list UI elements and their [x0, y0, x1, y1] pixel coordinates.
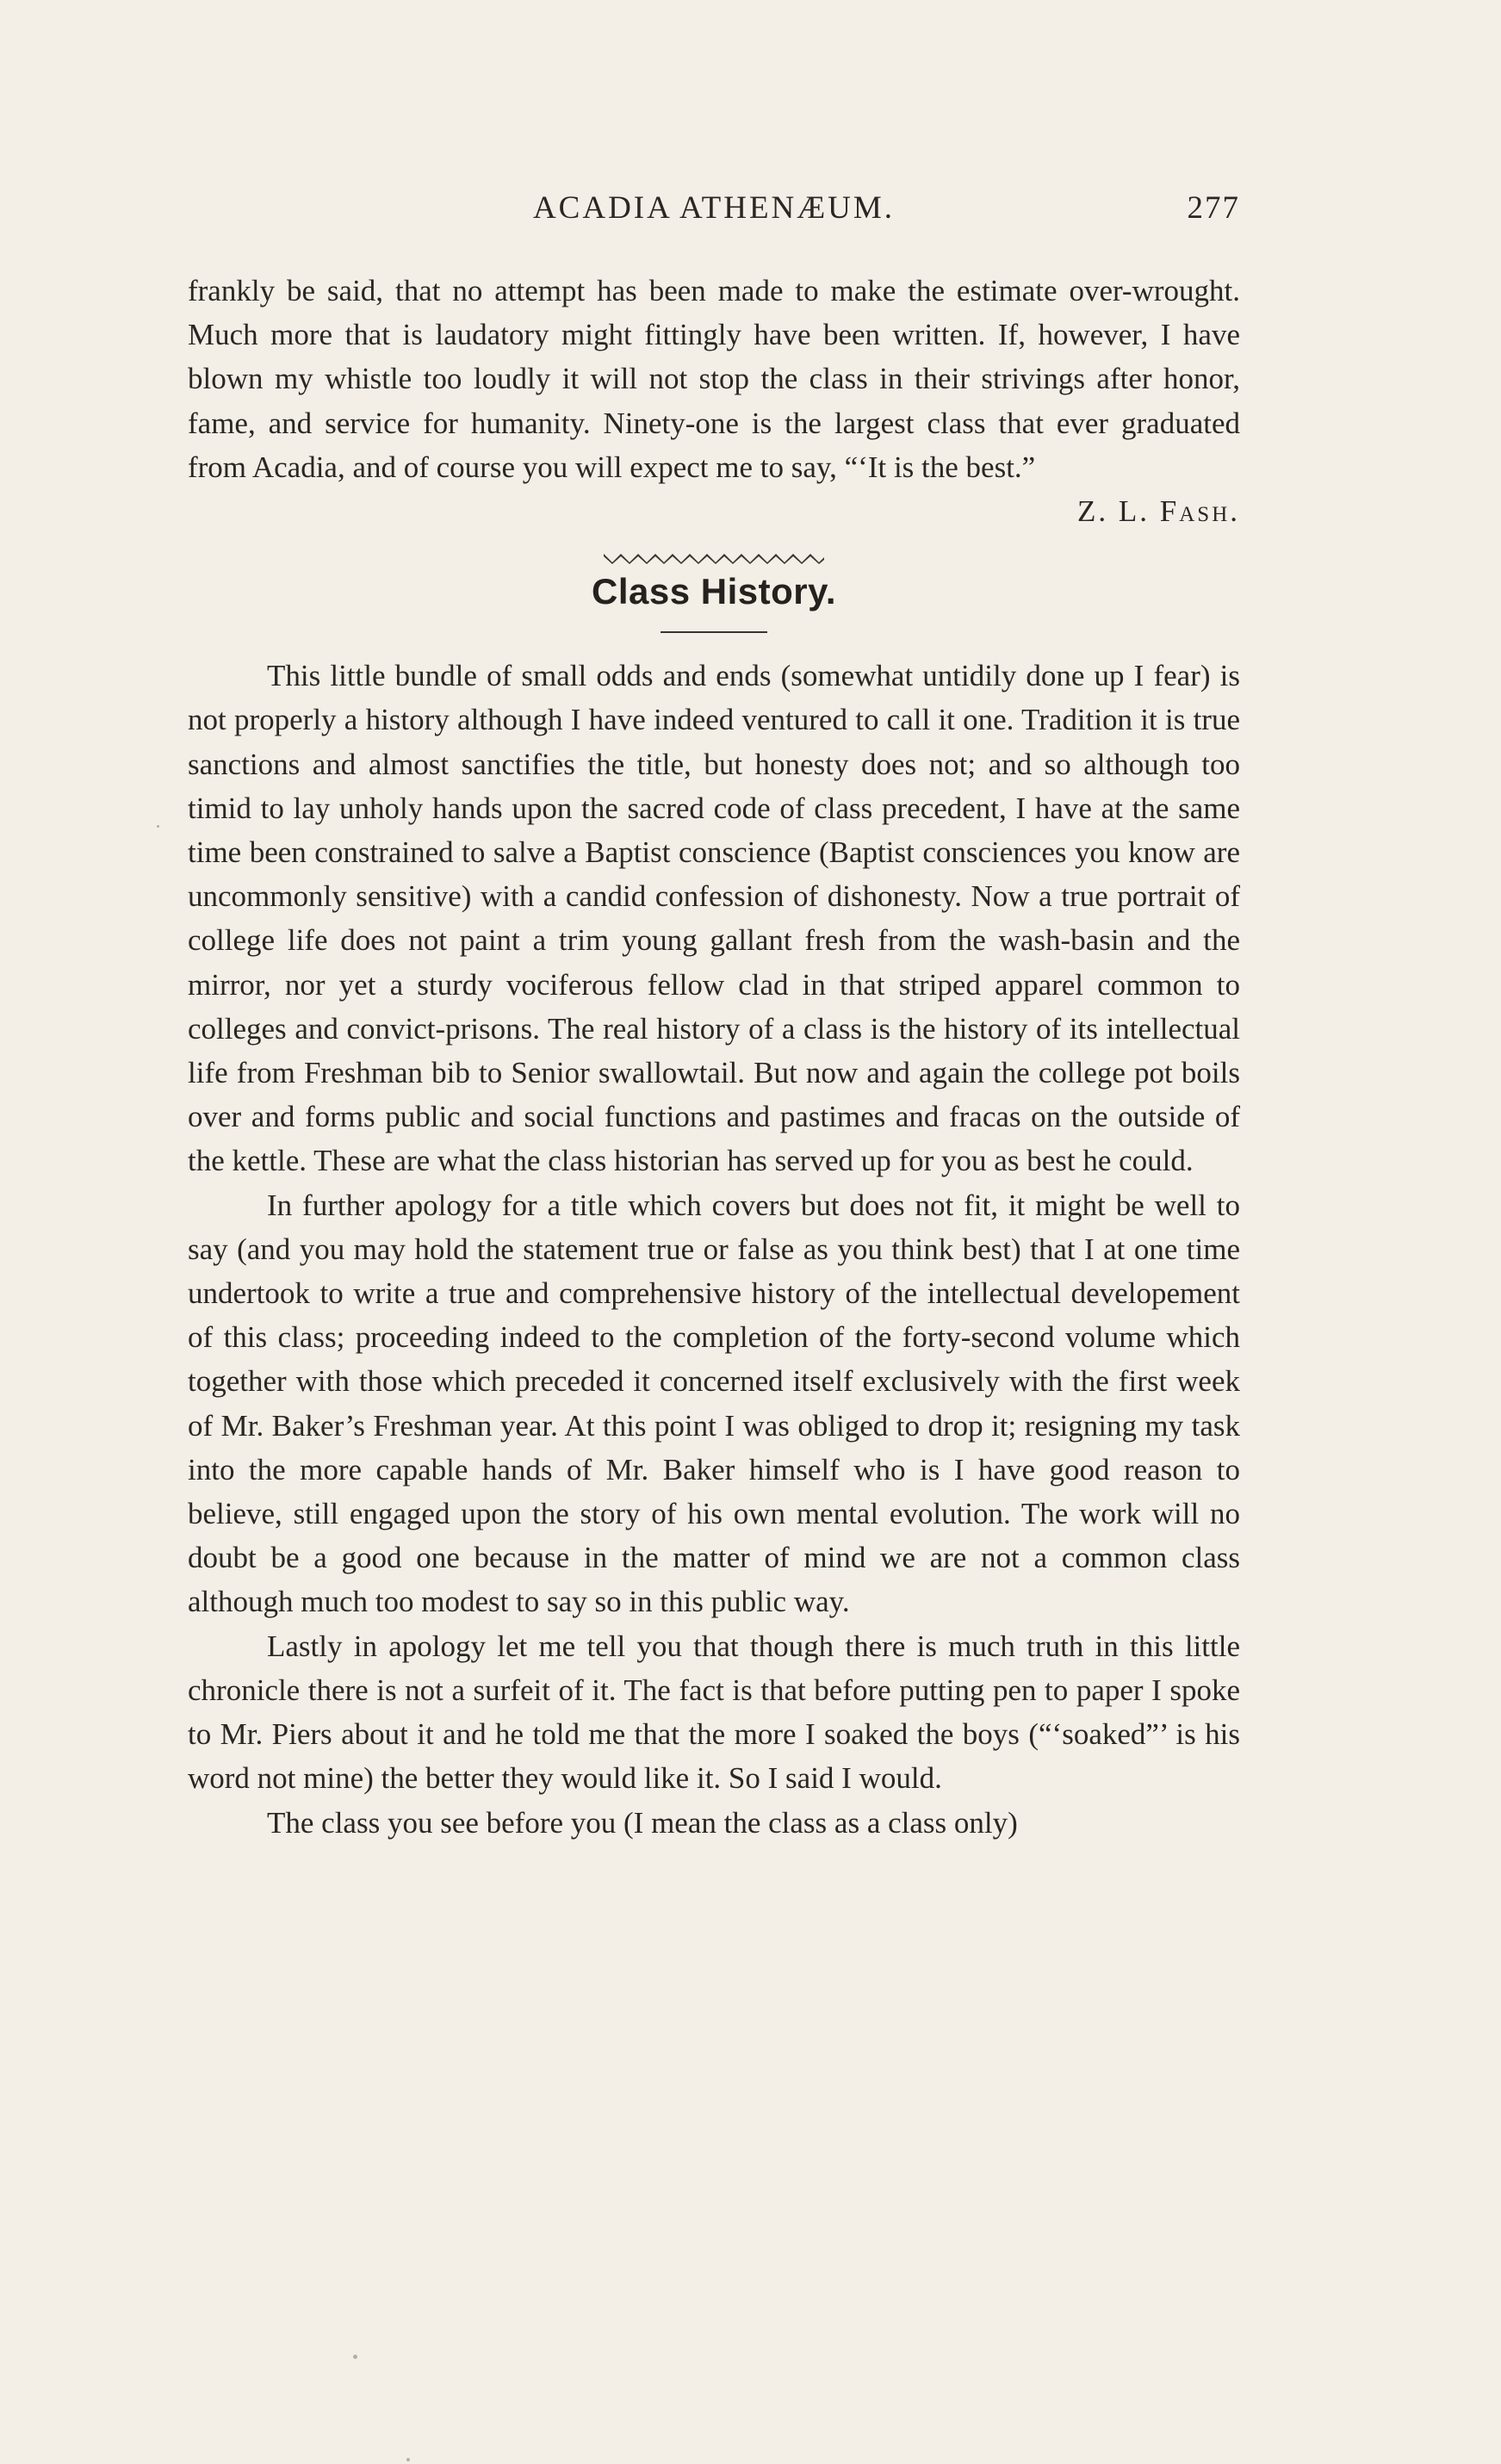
paper-speck: [406, 2458, 410, 2461]
paragraph-2: In further apology for a title which covers but does not fit, it might be well to say (and you may hold the statement true or false as you think best) that I at one time undertook to write a true and comprehensive history of the intellectual developement of this class; proceeding indeed to the completion of the forty-second volume which together with those which preceded it concerned itself exclusively with the first week of Mr. Baker’s Freshman year. At this point I was obliged to drop it; resigning my task into the more capable hands of Mr. Baker himself who is I have good reason to believe, still engaged upon the story of his own mental evolution. The work will no doubt be a good one because in the matter of mind we are not a common class although much too modest to say so in this public way.: [188, 1188, 1240, 1619]
class-history-text: [188, 654, 1240, 1844]
page-number: 277: [1187, 190, 1240, 226]
paragraph-4: The class you see before you (I mean the class as a class only): [267, 1805, 1018, 1840]
signature-surname: Fash.: [1159, 494, 1240, 529]
intro-text: [188, 269, 1240, 489]
author-signature: [188, 489, 1240, 533]
paragraph-1: This little bundle of small odds and ends (somewhat untidily done up I fear) is not properly a history although I have indeed ventured to call it one. Tradition it is true sanctions and almost sanctifies the title, but honesty does not; and so although too timid to lay unholy hands upon the sacred code of class precedent, I have at the same time been constrained to salve a Baptist conscience (Baptist consciences you know are uncommonly sensitive) with a candid confession of dishonesty. Now a true portrait of college life does not paint a trim young gallant fresh from the wash-basin and the mirror, nor yet a sturdy vociferous fellow clad in that striped apparel common to colleges and convict-prisons. The real history of a class is the history of its intellectual life from Freshman bib to Senior swallowtail. But now and again the college pot boils over and forms public and social functions and pastimes and fracas on the outside of the kettle. These are what the class historian has served up for you as best he could.: [188, 659, 1240, 1178]
signature-initials: Z. L.: [1077, 494, 1160, 529]
journal-title: ACADIA ATHENÆUM.: [532, 190, 896, 226]
page: [188, 164, 1240, 1845]
paper-speck: [353, 2355, 357, 2359]
decorative-ornament-icon: [602, 552, 826, 564]
section-heading: Class History.: [592, 571, 836, 612]
intro-paragraph: frankly be said, that no attempt has been made to make the estimate over-wrought. Much more that is laudatory might fittingly have been written. If, however, I have blown my whistle too loudly it will not stop the class in their strivings after honor, fame, and service for humanity. Ninety-one is the largest class that ever graduated from Acadia, and of course you will expect me to say, “‘It is the best.”: [188, 274, 1240, 484]
paper-speck: [157, 825, 159, 828]
paragraph-3: Lastly in apology let me tell you that though there is much truth in this little chronicle there is not a surfeit of it. The fact is that before putting pen to paper I spoke to Mr. Piers about it and he told me that the more I soaked the boys (“‘soaked”’ is his word not mine) the better they would like it. So I said I would.: [188, 1629, 1240, 1796]
running-head: [188, 164, 1240, 226]
heading-rule: [661, 631, 767, 633]
